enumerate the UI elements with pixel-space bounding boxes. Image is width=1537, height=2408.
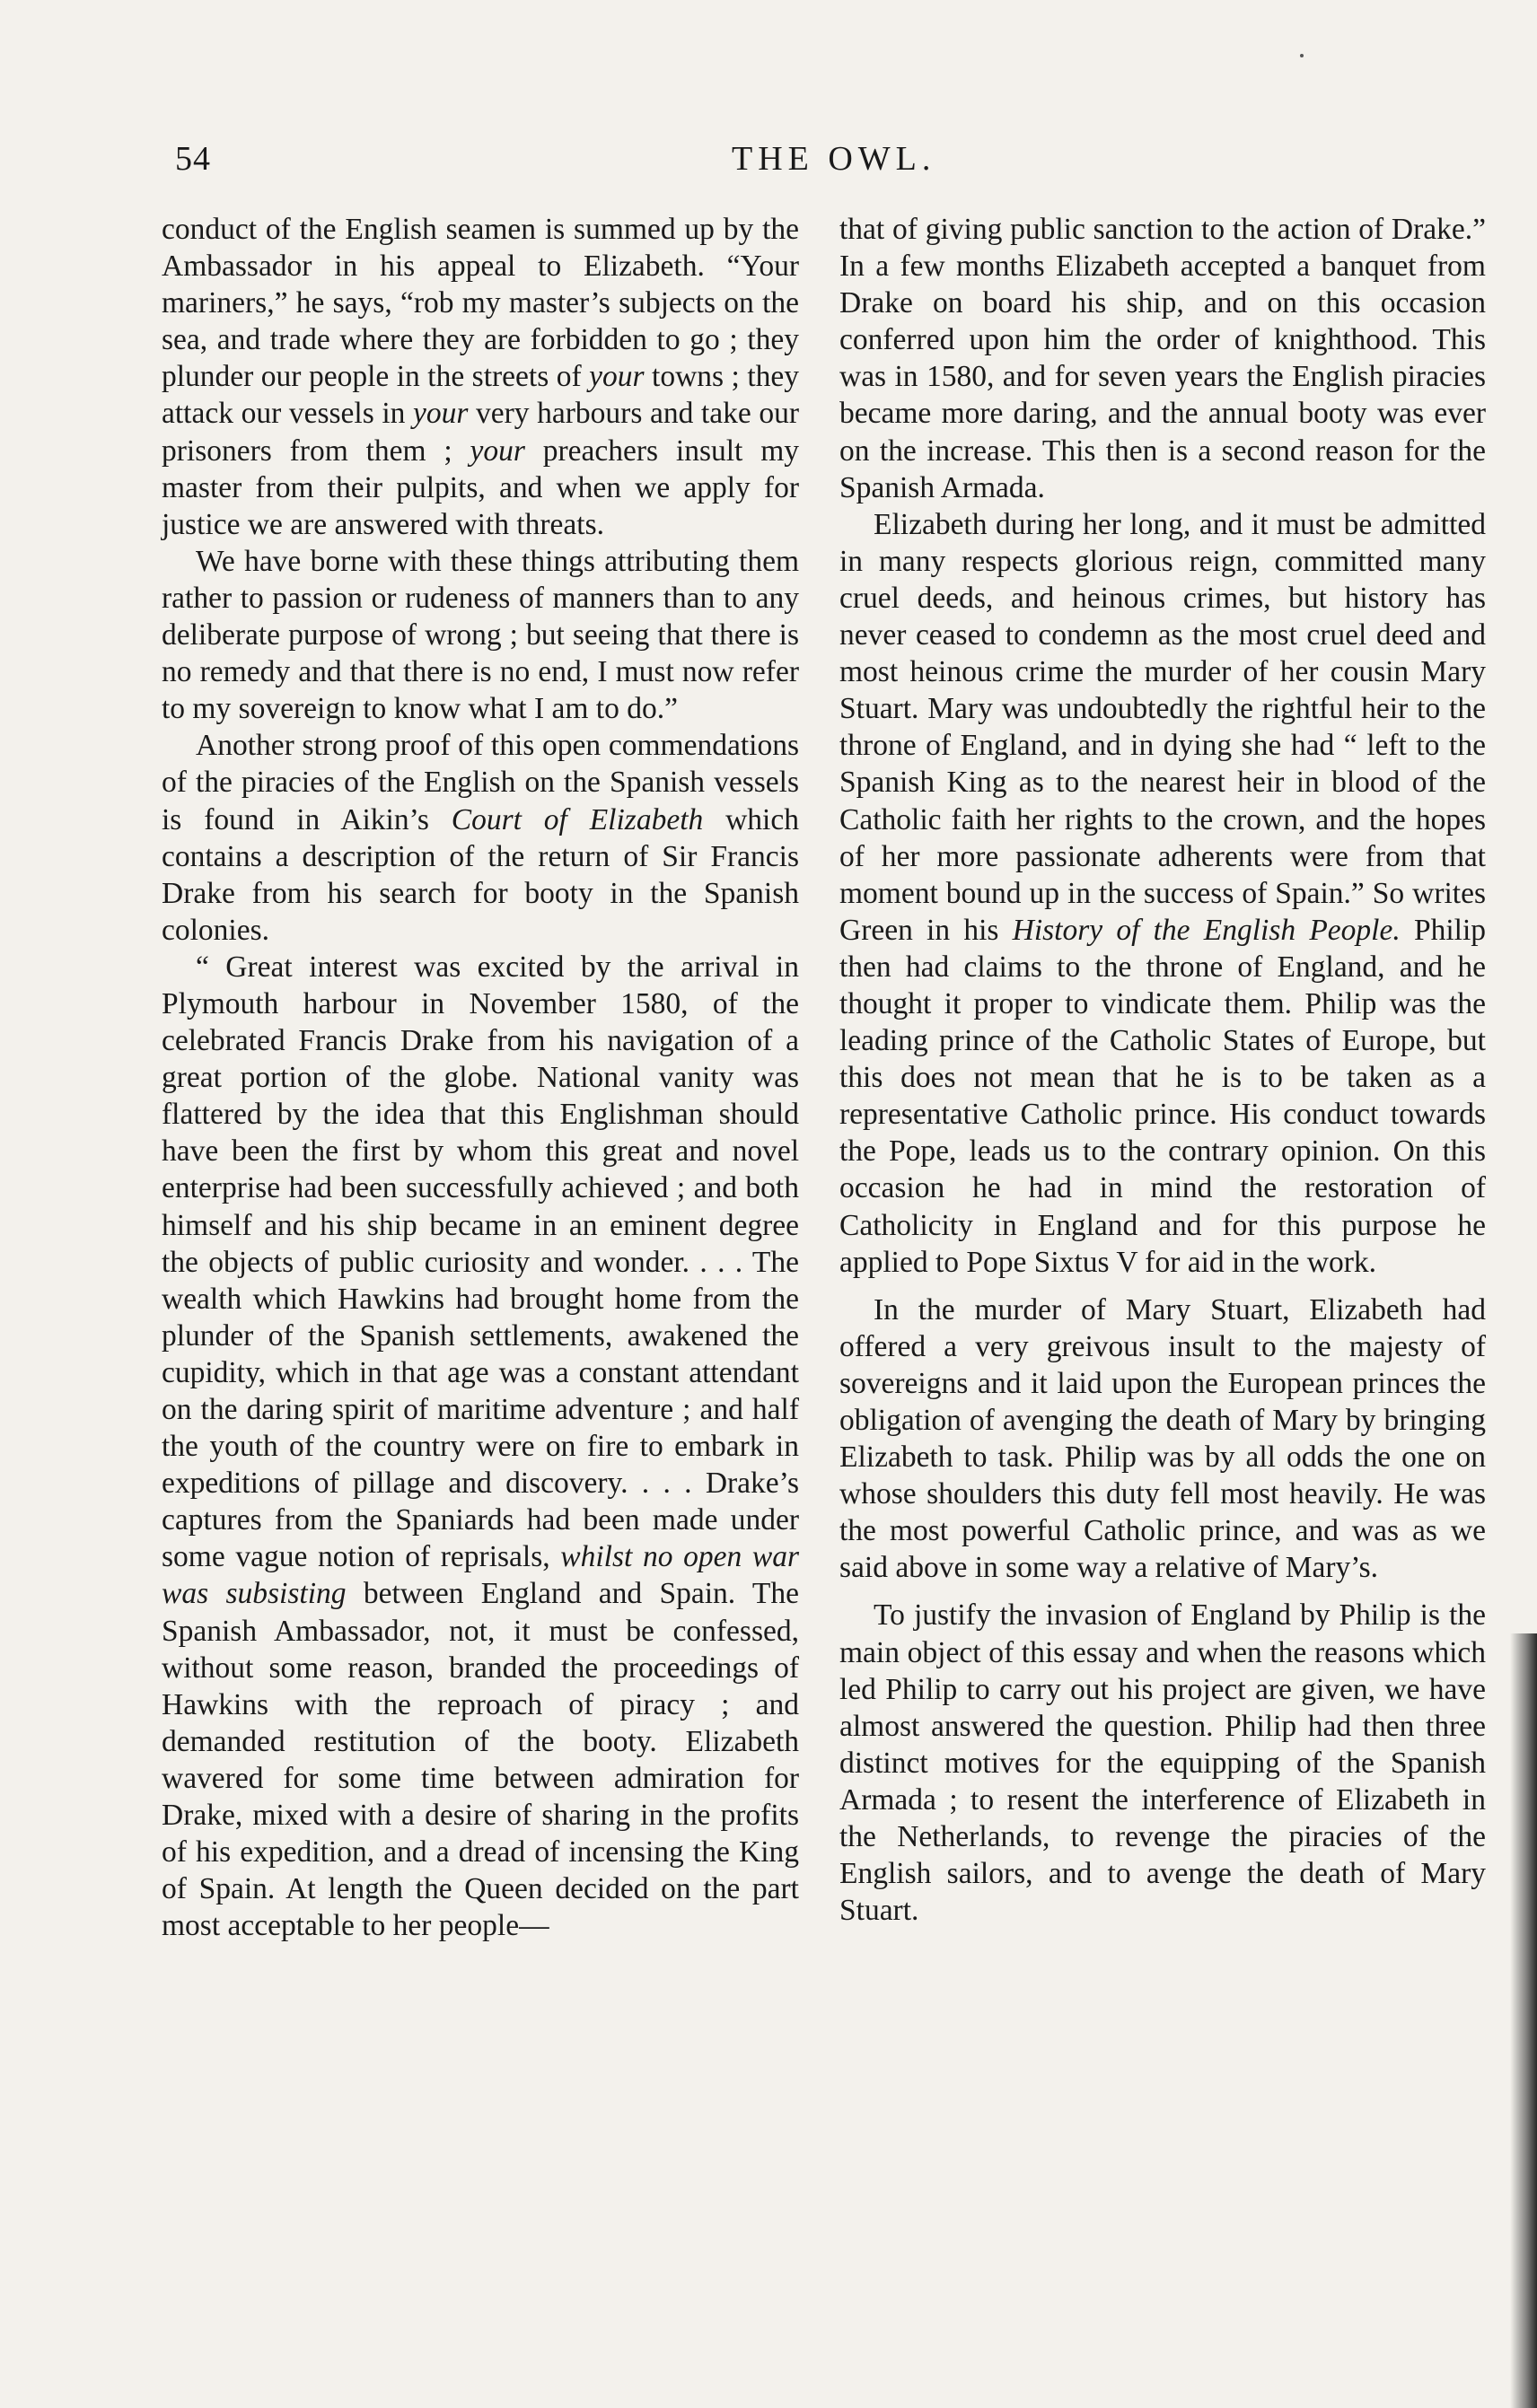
- italic-run: History of the English People.: [1012, 913, 1401, 947]
- italic-run: your: [413, 397, 469, 431]
- italic-run: your: [470, 433, 525, 468]
- text-run: Philip then had claims to the throne of England, and he thought it proper to vindicate them. Philip was the leading prince of the Catholic States of Europe, but this does not mean that he is to be taken as a representative Catholic prince. His conduct towards the Pope, leads us to the contrary opinion. On this occasion he had in mind the restoration of Catholicity in England and for this purpose he applied to Pope Sixtus V for aid in the work.: [839, 913, 1487, 1279]
- text-run: towns ; they attack our vessels in: [162, 360, 799, 431]
- text-run: very harbours and take our prisoners from them ;: [162, 397, 800, 468]
- italic-run: Court of Elizabeth: [451, 802, 704, 836]
- text-run: Elizabeth during her long, and it must be admitted in many respects glorious reign, committed many cruel deeds, and heinous crimes, but history has never ceased to condemn as the most cruel deed and most heinous crime the murder of her cousin Mary Stuart. Mary was undoubtedly the rightful heir to the throne of England, and in dying she had “ left to the Spanish King as to the nearest heir in blood of the Catholic faith her rights to the crown, and the hopes of her more passionate adherents were from that moment bound up in the success of Spain.” So writes Green in his: [839, 507, 1486, 947]
- paragraph: [162, 949, 799, 1945]
- text-run: Another strong proof of this open commendations of the piracies of the English on the Spanish vessels is found in Aikin’s: [162, 729, 799, 836]
- paragraph: that of giving public sanction to the action of Drake.” In a few months Elizabeth accepted a banquet from Drake on board his ship, and on this occasion conferred upon him the order of knighthood. This was in 1580, and for seven years the English piracies became more daring, and the annual booty was ever on the increase. This then is a second reason for the Spanish Armada.: [839, 213, 1486, 504]
- paragraph: In the murder of Mary Stuart, Elizabeth had offered a very greivous insult to the majesty of sovereigns and it laid upon the European princes the obligation of avenging the death of Mary by bringing Elizabeth to task. Philip was by all odds the one on whose shoulders this duty fell most heavily. He was the most powerful Catholic prince, and was as we said above in some way a relative of Mary’s.: [839, 1292, 1486, 1585]
- text-run: between England and Spain. The Spanish Ambassador, not, it must be confessed, without some reason, branded the proceedings of Hawkins with the reproach of piracy ; and demanded restitution of the booty. Elizabeth wavered for some time between admiration for Drake, mixed with a desire of sharing in the profits of his expedition, and a dread of incensing the King of Spain. At length the Queen decided on the part most acceptable to her people—: [162, 1577, 799, 1943]
- page-header: [175, 139, 1513, 193]
- left-column: [162, 211, 799, 1944]
- italic-run: whilst no open war was subsisting: [162, 1540, 799, 1611]
- paragraph: To justify the invasion of England by Philip is the main object of this essay and when the reasons which led Philip to carry out his project are given, we have almost answered the question. Philip had then three distinct motives for the equipping of the Spanish Armada ; to resent the interference of Elizabeth in the Netherlands, to revenge the piracies of the English sailors, and to avenge the death of Mary Stuart.: [839, 1598, 1486, 1928]
- text-run: preachers insult my master from their pulpits, and when we apply for justice we are answered with threats.: [162, 433, 799, 541]
- text-run: which contains a description of the return of Sir Francis Drake from his search for booty in the Spanish colonies.: [162, 802, 799, 947]
- page-edge-shadow: [1510, 1633, 1537, 2408]
- paragraph: [162, 727, 799, 949]
- paragraph: [839, 506, 1486, 1281]
- right-column: [839, 211, 1486, 1929]
- paragraph: [162, 211, 799, 543]
- italic-run: your: [589, 360, 645, 394]
- text-run: conduct of the English seamen is summed up by the Ambassador in his appeal to Elizabeth. “Your mariners,” he says, “rob my master’s subjects on the sea, and trade where they are forbidden to go ; they plunder our people in the streets of: [162, 213, 799, 394]
- paper-speck: [1300, 54, 1304, 57]
- page-number: 54: [175, 140, 211, 178]
- running-title: THE OWL.: [732, 140, 936, 178]
- paragraph: We have borne with these things attributing them rather to passion or rudeness of manners than to any deliberate purpose of wrong ; but seeing that there is no remedy and that there is no end, I must now refer to my sovereign to know what I am to do.”: [162, 544, 799, 726]
- text-run: “ Great interest was excited by the arrival in Plymouth harbour in November 1580, of the celebrated Francis Drake from his navigation of a great portion of the globe. National vanity was flattered by the idea that this Englishman should have been the first by whom this great and novel enterprise had been successfully achieved ; and both himself and his ship became in an eminent degree the objects of public curiosity and wonder. . . . The wealth which Hawkins had brought home from the plunder of the Spanish settlements, awakened the cupidity, which in that age was a constant attendant on the daring spirit of maritime adventure ; and half the youth of the country were on fire to embark in expeditions of pillage and discovery. . . . Drake’s captures from the Spaniards had been made under some vague notion of reprisals,: [162, 950, 799, 1574]
